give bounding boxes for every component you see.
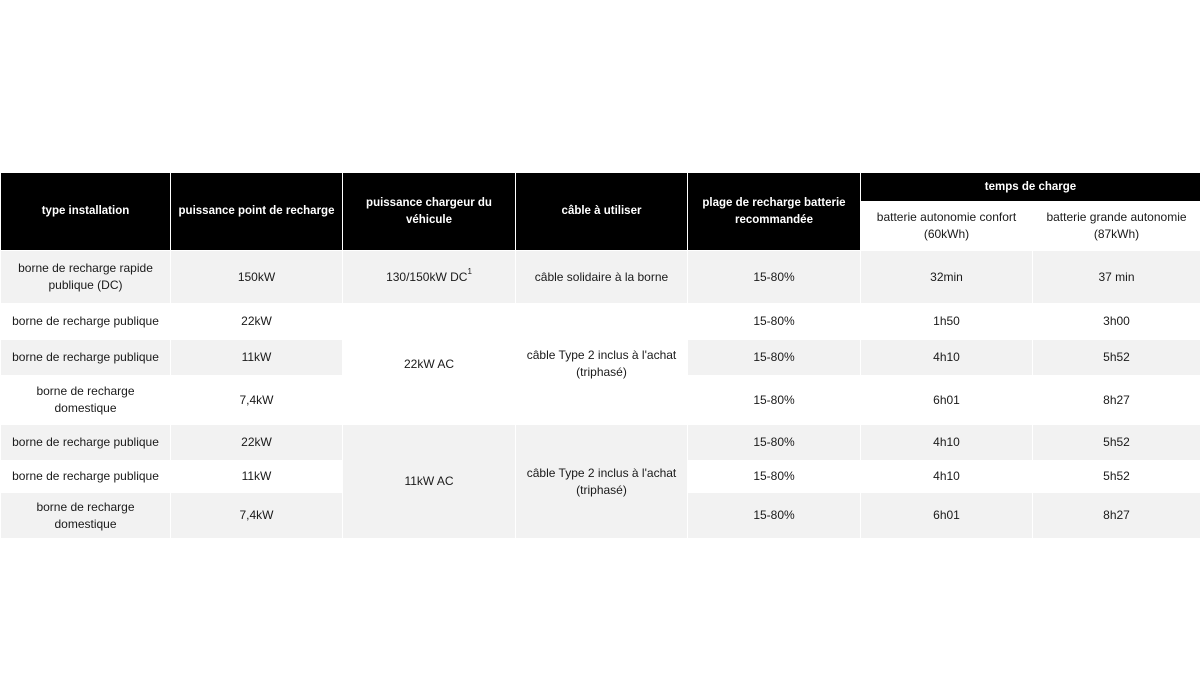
cell-plage: 15-80% (688, 251, 861, 304)
header-temps-de-charge: temps de charge (861, 173, 1200, 202)
cell-temps-grande: 5h52 (1033, 425, 1200, 461)
cell-temps-grande: 8h27 (1033, 493, 1200, 539)
cell-temps-confort: 4h10 (861, 425, 1033, 461)
cell-puissance-chargeur-merged: 22kW AC (343, 304, 516, 425)
cell-type-installation: borne de recharge domestique (1, 493, 171, 539)
header-batterie-confort: batterie autonomie confort (60kWh) (861, 202, 1033, 251)
cell-puissance-point: 7,4kW (171, 376, 343, 425)
cell-type-installation: borne de recharge publique (1, 340, 171, 376)
cell-puissance-point: 22kW (171, 304, 343, 340)
cell-temps-grande: 5h52 (1033, 340, 1200, 376)
cell-temps-grande: 37 min (1033, 251, 1200, 304)
cell-plage: 15-80% (688, 376, 861, 425)
table-row (1, 251, 1200, 304)
cell-puissance-chargeur-merged: 11kW AC (343, 425, 516, 539)
cell-temps-confort: 4h10 (861, 340, 1033, 376)
cell-temps-grande: 8h27 (1033, 376, 1200, 425)
cell-puissance-point: 22kW (171, 425, 343, 461)
header-puissance-chargeur: puissance chargeur du véhicule (343, 173, 516, 251)
header-puissance-point: puissance point de recharge (171, 173, 343, 251)
footnote-marker: 1 (467, 266, 472, 276)
cell-plage: 15-80% (688, 493, 861, 539)
cell-plage: 15-80% (688, 304, 861, 340)
cell-temps-grande: 3h00 (1033, 304, 1200, 340)
cell-plage: 15-80% (688, 340, 861, 376)
cell-type-installation: borne de recharge publique (1, 425, 171, 461)
cell-puissance-point: 11kW (171, 340, 343, 376)
cell-temps-confort: 6h01 (861, 376, 1033, 425)
cell-puissance-point: 150kW (171, 251, 343, 304)
cell-type-installation: borne de recharge publique (1, 461, 171, 493)
cell-temps-confort: 4h10 (861, 461, 1033, 493)
cell-cable: câble solidaire à la borne (516, 251, 688, 304)
chargeur-value: 130/150kW DC (386, 269, 468, 284)
header-plage: plage de recharge batterie recommandée (688, 173, 861, 251)
table-row (1, 425, 1200, 461)
header-batterie-grande: batterie grande autonomie (87kWh) (1033, 202, 1200, 251)
charging-times-table (0, 172, 1200, 539)
cell-cable-merged: câble Type 2 inclus à l'achat (triphasé) (516, 425, 688, 539)
cell-temps-confort: 6h01 (861, 493, 1033, 539)
header-cable: câble à utiliser (516, 173, 688, 251)
cell-type-installation: borne de recharge domestique (1, 376, 171, 425)
table-body (1, 251, 1200, 539)
header-type-installation: type installation (1, 173, 171, 251)
table-row (1, 304, 1200, 340)
cell-temps-confort: 1h50 (861, 304, 1033, 340)
cell-puissance-point: 11kW (171, 461, 343, 493)
cell-puissance-chargeur (343, 251, 516, 304)
table-header (1, 173, 1200, 251)
cell-temps-confort: 32min (861, 251, 1033, 304)
cell-plage: 15-80% (688, 461, 861, 493)
cell-type-installation: borne de recharge rapide publique (DC) (1, 251, 171, 304)
cell-plage: 15-80% (688, 425, 861, 461)
cell-puissance-point: 7,4kW (171, 493, 343, 539)
cell-type-installation: borne de recharge publique (1, 304, 171, 340)
cell-cable-merged: câble Type 2 inclus à l'achat (triphasé) (516, 304, 688, 425)
cell-temps-grande: 5h52 (1033, 461, 1200, 493)
